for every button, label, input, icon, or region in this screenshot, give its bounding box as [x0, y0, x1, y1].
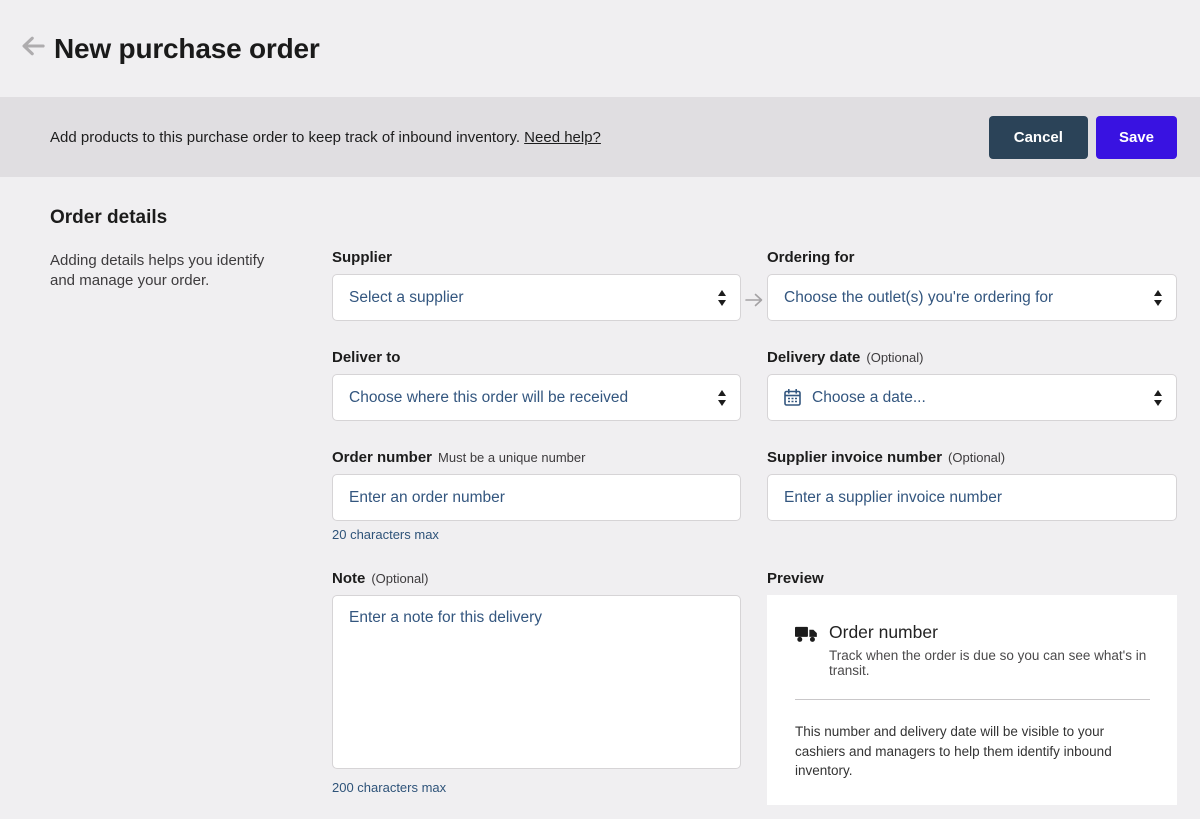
supplier-invoice-label: Supplier invoice number — [767, 449, 943, 466]
arrow-right-icon — [741, 292, 767, 308]
arrow-left-icon — [19, 32, 47, 65]
info-banner — [0, 97, 1200, 177]
preview-card-subtitle: Track when the order is due so you can see what's in transit. — [829, 648, 1147, 678]
delivery-date-field-group — [767, 349, 1177, 421]
note-field-group — [332, 570, 741, 805]
supplier-invoice-input[interactable] — [767, 474, 1177, 521]
preview-card-title: Order number — [829, 622, 938, 642]
supplier-select[interactable] — [332, 274, 741, 321]
supplier-field-group — [332, 249, 741, 321]
order-number-label: Order number — [332, 449, 433, 466]
order-details-form — [332, 249, 1177, 805]
order-number-field-group — [332, 449, 741, 542]
preview-group — [767, 570, 1177, 805]
select-spinner-icon — [1154, 390, 1162, 406]
preview-card — [767, 595, 1177, 805]
preview-card-footer: This number and delivery date will be visible to your cashiers and managers to help them identify inbound inventory. — [795, 724, 1112, 779]
banner-message — [50, 129, 601, 146]
note-label: Note — [332, 570, 366, 587]
supplier-label: Supplier — [332, 249, 393, 266]
page-title: New purchase order — [54, 32, 320, 64]
banner-text: Add products to this purchase order to keep track of inbound inventory. — [50, 128, 520, 146]
order-number-input[interactable] — [332, 474, 741, 521]
cancel-button[interactable]: Cancel — [989, 116, 1088, 159]
preview-divider — [795, 699, 1150, 700]
save-button[interactable]: Save — [1096, 116, 1177, 159]
select-spinner-icon — [718, 290, 726, 306]
order-number-helper: 20 characters max — [332, 527, 439, 542]
page-header — [0, 0, 1200, 97]
truck-icon — [795, 622, 818, 678]
note-helper: 200 characters max — [332, 780, 447, 795]
delivery-date-placeholder: Choose a date... — [812, 388, 926, 406]
ordering-for-placeholder: Choose the outlet(s) you're ordering for — [784, 288, 1054, 306]
delivery-date-label: Delivery date — [767, 349, 861, 366]
order-number-hint: Must be a unique number — [438, 450, 586, 465]
calendar-icon — [784, 389, 801, 406]
back-button[interactable] — [14, 30, 52, 68]
delivery-date-optional: (Optional) — [866, 350, 924, 365]
section-description: Adding details helps you identify and manage your order. — [50, 252, 265, 290]
ordering-for-label: Ordering for — [767, 249, 855, 266]
section-title: Order details — [50, 207, 168, 228]
main-content — [0, 177, 1200, 805]
ordering-for-field-group — [767, 249, 1177, 321]
supplier-invoice-optional: (Optional) — [948, 450, 1006, 465]
preview-label: Preview — [767, 570, 824, 587]
delivery-date-picker[interactable] — [767, 374, 1177, 421]
deliver-to-label: Deliver to — [332, 349, 401, 366]
deliver-to-select[interactable] — [332, 374, 741, 421]
supplier-placeholder: Select a supplier — [349, 288, 464, 306]
note-textarea[interactable] — [332, 595, 741, 769]
select-spinner-icon — [1154, 290, 1162, 306]
select-spinner-icon — [718, 390, 726, 406]
deliver-to-placeholder: Choose where this order will be received — [349, 388, 629, 406]
ordering-for-select[interactable] — [767, 274, 1177, 321]
need-help-link[interactable]: Need help? — [524, 128, 601, 146]
note-optional: (Optional) — [371, 571, 429, 586]
banner-actions — [989, 116, 1177, 159]
supplier-invoice-field-group — [767, 449, 1177, 542]
deliver-to-field-group — [332, 349, 741, 421]
